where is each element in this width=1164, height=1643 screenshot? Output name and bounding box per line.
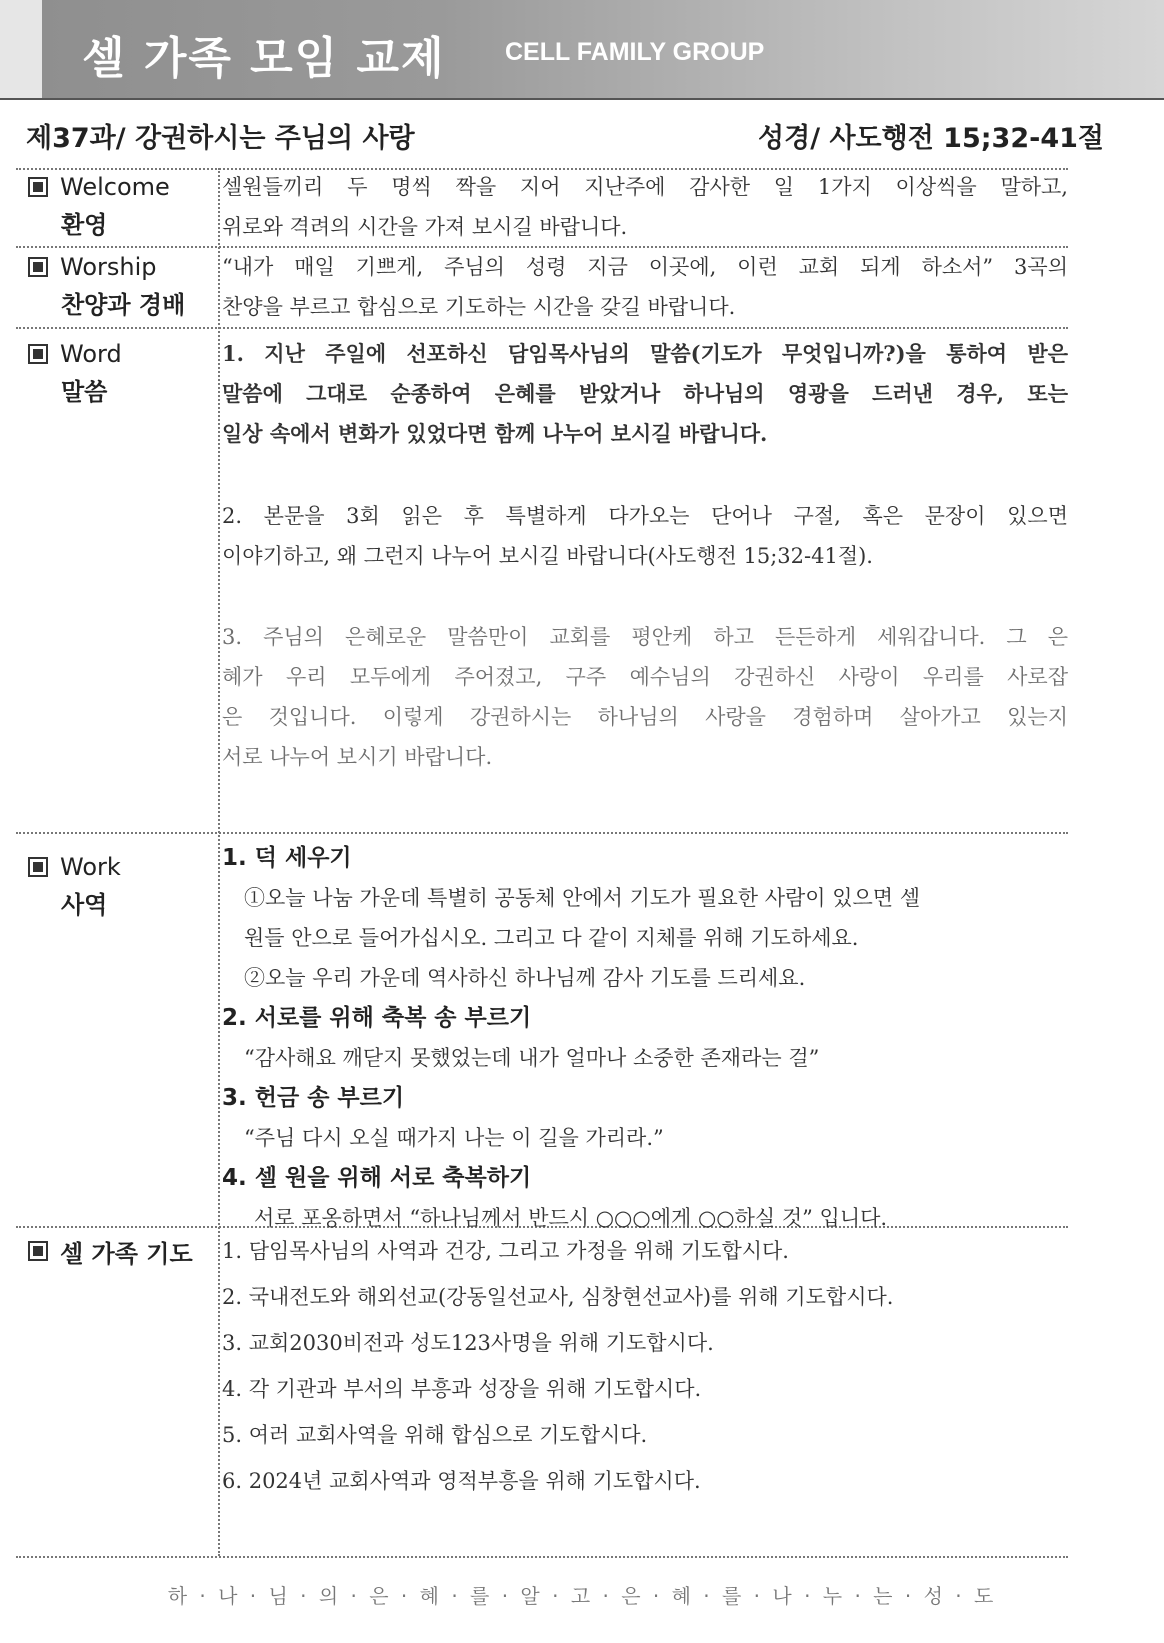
work-heading-2: 2. 서로를 위해 축복 송 부르기: [222, 1005, 532, 1031]
square-bullet-icon: [28, 177, 48, 197]
page-title: 셀 가족 모임 교제: [82, 33, 446, 84]
square-bullet-icon: [28, 257, 48, 277]
column-divider: [218, 168, 220, 1556]
list-item: 2. 국내전도와 해외선교(강동일선교사, 심창현선교사)를 위해 기도합시다.: [222, 1285, 894, 1309]
list-item: 3. 교회2030비전과 성도123사명을 위해 기도합시다.: [222, 1331, 714, 1355]
work-heading-1: 1. 덕 세우기: [222, 845, 352, 871]
page-subtitle: CELL FAMILY GROUP: [505, 38, 765, 66]
divider: [16, 832, 1068, 834]
divider: [16, 1556, 1068, 1558]
lesson-title: 제37과/ 강권하시는 주님의 사랑: [26, 123, 415, 154]
word-question-1: 1. 지난 주일에 선포하신 담임목사님의 말씀(기도가 무엇입니까?)을 통하여 받은 말씀에 그대로 순종하여 은혜를 받았거나 하나님의 영광을 드러낸 경우, 또는 일상 속에서 변화가 있었다면 함께 나누어 보시길 바랍니다.: [222, 341, 1068, 446]
prayer-label: 셀 가족 기도: [28, 1232, 193, 1270]
footer-motto: 하 · 나 · 님 · 의 · 은 · 혜 · 를 · 알 · 고 · 은 · 혜 · 를 · 나 · 누 · 는 · 성 · 도: [167, 1584, 997, 1608]
list-item: 4. 각 기관과 부서의 부흥과 성장을 위해 기도합시다.: [222, 1377, 702, 1401]
work-heading-3: 3. 헌금 송 부르기: [222, 1085, 405, 1111]
word-label: Word 말씀: [28, 335, 122, 411]
work-content: 1. 덕 세우기 ①오늘 나눔 가운데 특별히 공동체 안에서 기도가 필요한 사람이 있으면 셀 원들 안으로 들어가십시오. 그리고 다 같이 지체를 위해 기도하세요. ②오늘 우리 가운데 역사하신 하나님께 감사 기도를 드리세요. 2. 서로를 위해 축복 송 부르기 “감사해요 깨닫지 못했었는데 내가 얼마나 소중한 존재라는 걸” 3. 헌금 송 부르기 “주님 다시 오실 때가지 나는 이 길을 가리라.” 4. 셀 원을 위해 서로 축복하기 서로 포옹하면서 “하나님께서 반드시 ○○○에게 ○○하실 것” 입니다.: [222, 838, 1068, 1238]
lesson-scripture: 성경/ 사도행전 15;32-41절: [758, 123, 1104, 154]
worship-text: “내가 매일 기쁘게, 주님의 성령 지금 이곳에, 이런 교회 되게 하소서” 3곡의 찬양을 부르고 합심으로 기도하는 시간을 갖길 바랍니다.: [222, 255, 1068, 319]
word-question-2: 2. 본문을 3회 읽은 후 특별하게 다가오는 단어나 구절, 혹은 문장이 있으면 이야기하고, 왜 그런지 나누어 보시길 바랍니다(사도행전 15;32-41절).: [222, 504, 1068, 568]
prayer-list: [222, 1228, 1068, 1504]
welcome-label: Welcome 환영: [28, 168, 170, 244]
list-item: 6. 2024년 교회사역과 영적부흥을 위해 기도합시다.: [222, 1469, 701, 1493]
welcome-text: 셀원들끼리 두 명씩 짝을 지어 지난주에 감사한 일 1가지 이상씩을 말하고, 위로와 격려의 시간을 가져 보시길 바랍니다.: [222, 175, 1068, 239]
divider: [16, 327, 1068, 329]
square-bullet-icon: [28, 344, 48, 364]
list-item: 5. 여러 교회사역을 위해 합심으로 기도합시다.: [222, 1423, 648, 1447]
word-question-3: 3. 주님의 은혜로운 말씀만이 교회를 평안케 하고 든든하게 세워갑니다. 그 은 혜가 우리 모두에게 주어졌고, 구주 예수님의 강권하신 사랑이 우리를 사로잡 은 것입니다. 이렇게 강권하시는 하나님의 사랑을 경험하며 살아가고 있는지 서로 나누어 보시기 바랍니다.: [222, 625, 1068, 769]
square-bullet-icon: [28, 857, 48, 877]
square-bullet-icon: [28, 1241, 48, 1261]
work-label: Work 사역: [28, 848, 121, 924]
lesson-heading: [0, 100, 1164, 164]
list-item: 1. 담임목사님의 사역과 건강, 그리고 가정을 위해 기도합시다.: [222, 1239, 789, 1263]
worship-label: Worship 찬양과 경배: [28, 248, 185, 324]
work-heading-4: 4. 셀 원을 위해 서로 축복하기: [222, 1165, 532, 1191]
